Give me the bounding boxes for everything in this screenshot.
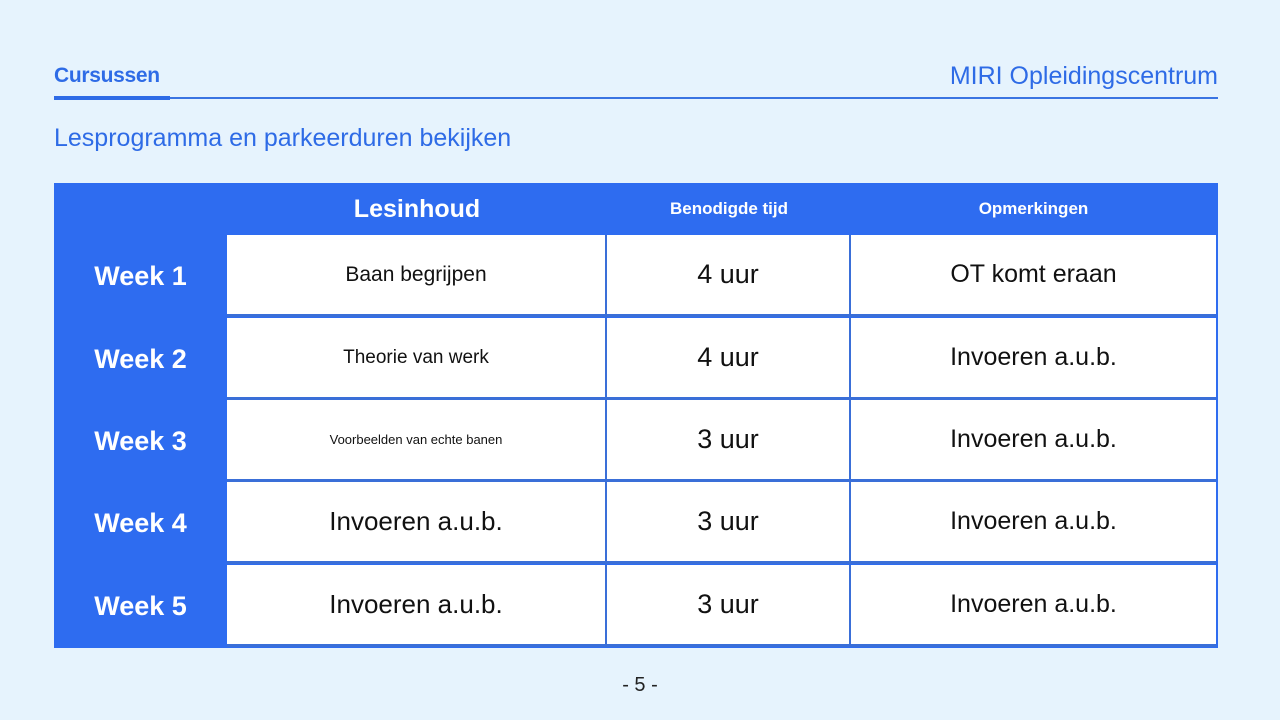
lesson-content-cell[interactable]: Invoeren a.u.b. [227, 565, 607, 647]
lesson-content-cell[interactable]: Theorie van werk [227, 318, 607, 400]
required-time-cell[interactable]: 3 uur [607, 482, 851, 564]
column-header-lesinhoud: Lesinhoud [353, 194, 481, 223]
column-header-opmerkingen: Opmerkingen [978, 199, 1089, 218]
header-divider-accent [54, 96, 170, 100]
week-label: Week 3 [94, 425, 187, 456]
required-time-cell[interactable]: 3 uur [607, 565, 851, 647]
lesson-content-cell[interactable]: Voorbeelden van echte banen [227, 400, 607, 482]
table-row [54, 400, 1218, 482]
remarks-cell[interactable]: OT komt eraan [851, 235, 1216, 317]
table-row [54, 482, 1218, 564]
lesson-content-cell[interactable]: Invoeren a.u.b. [227, 482, 607, 564]
remarks-cell[interactable]: Invoeren a.u.b. [851, 565, 1216, 647]
remarks-cell[interactable]: Invoeren a.u.b. [851, 482, 1216, 564]
table-row [54, 235, 1218, 317]
required-time-cell[interactable]: 4 uur [607, 235, 851, 317]
week-label: Week 1 [94, 260, 187, 291]
week-label: Week 5 [94, 590, 187, 621]
lesson-content-cell[interactable]: Baan begrijpen [227, 235, 607, 317]
remarks-cell[interactable]: Invoeren a.u.b. [851, 318, 1216, 400]
section-label: Cursussen [54, 64, 160, 87]
remarks-cell[interactable]: Invoeren a.u.b. [851, 400, 1216, 482]
week-label: Week 4 [94, 507, 187, 538]
header-divider [54, 97, 1218, 99]
page-number: - 5 - [622, 674, 658, 696]
page-subtitle: Lesprogramma en parkeerduren bekijken [54, 124, 512, 152]
schedule-table [54, 183, 1218, 648]
top-header [54, 60, 1218, 100]
week-label: Week 2 [94, 343, 187, 374]
table-row [54, 318, 1218, 400]
org-name: MIRI Opleidingscentrum [949, 62, 1218, 90]
required-time-cell[interactable]: 4 uur [607, 318, 851, 400]
required-time-cell[interactable]: 3 uur [607, 400, 851, 482]
table-row [54, 565, 1218, 647]
column-header-benodigde-tijd: Benodigde tijd [669, 199, 789, 218]
